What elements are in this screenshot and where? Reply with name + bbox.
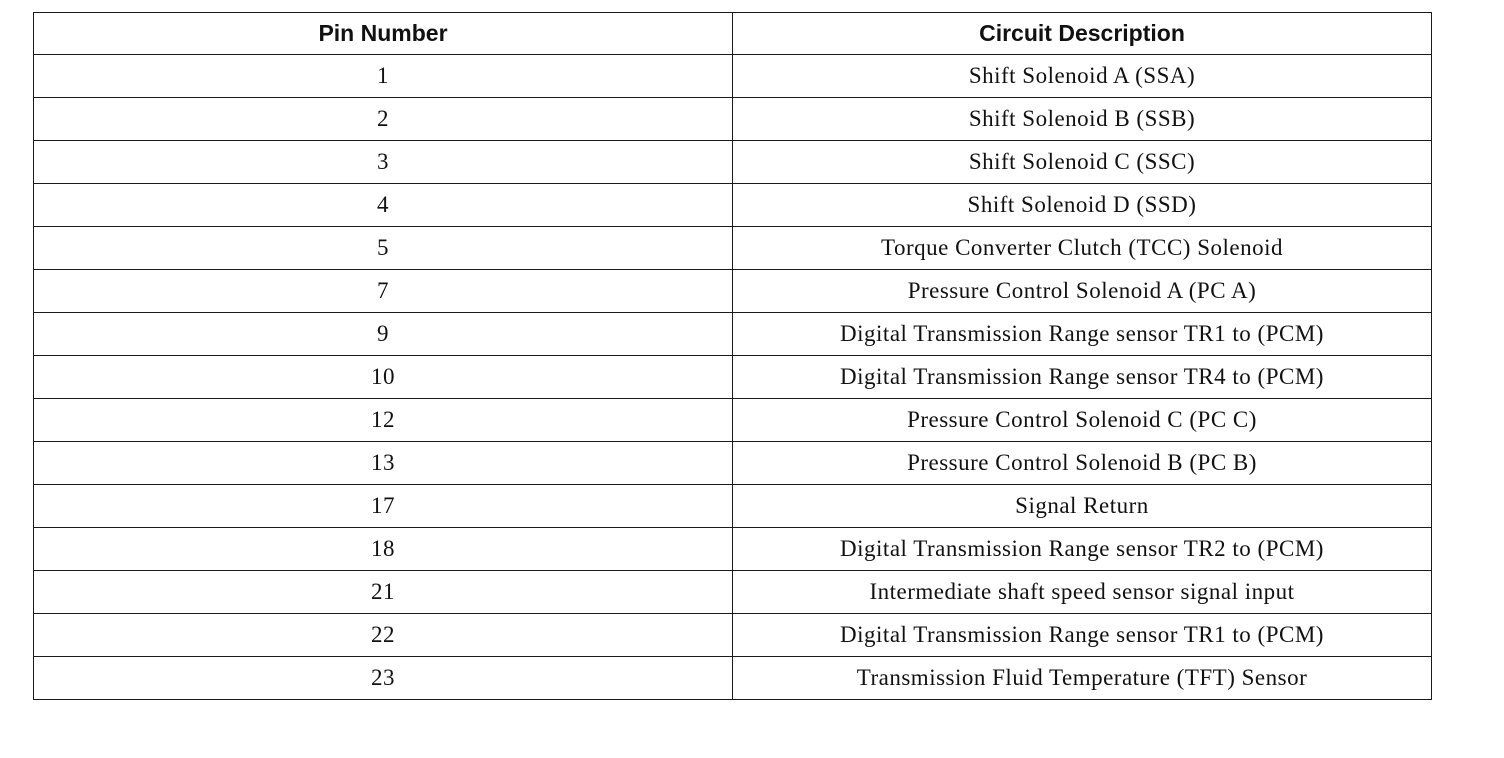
pin-number-cell: 17: [34, 485, 733, 528]
pin-number-cell: 4: [34, 184, 733, 227]
pin-number-cell: 9: [34, 313, 733, 356]
table-row: [34, 227, 1432, 270]
table-row: [34, 528, 1432, 571]
circuit-description-cell: Digital Transmission Range sensor TR1 to (PCM): [733, 614, 1432, 657]
table-row: [34, 485, 1432, 528]
table-row: [34, 98, 1432, 141]
pin-number-cell: 5: [34, 227, 733, 270]
table-row: [34, 184, 1432, 227]
pin-number-cell: 13: [34, 442, 733, 485]
circuit-description-cell: Shift Solenoid C (SSC): [733, 141, 1432, 184]
pin-circuit-table: [33, 12, 1432, 700]
pin-number-cell: 12: [34, 399, 733, 442]
circuit-description-cell: Shift Solenoid D (SSD): [733, 184, 1432, 227]
circuit-description-cell: Torque Converter Clutch (TCC) Solenoid: [733, 227, 1432, 270]
table-row: [34, 356, 1432, 399]
pin-number-cell: 21: [34, 571, 733, 614]
pin-number-cell: 3: [34, 141, 733, 184]
circuit-description-cell: Shift Solenoid A (SSA): [733, 55, 1432, 98]
circuit-description-cell: Pressure Control Solenoid C (PC C): [733, 399, 1432, 442]
pin-number-cell: 23: [34, 657, 733, 700]
circuit-description-header: Circuit Description: [733, 13, 1432, 55]
table-row: [34, 399, 1432, 442]
pin-number-cell: 10: [34, 356, 733, 399]
pin-number-cell: 2: [34, 98, 733, 141]
circuit-description-cell: Digital Transmission Range sensor TR2 to (PCM): [733, 528, 1432, 571]
circuit-description-cell: Intermediate shaft speed sensor signal input: [733, 571, 1432, 614]
table-row: [34, 270, 1432, 313]
pin-number-cell: 7: [34, 270, 733, 313]
pin-number-cell: 22: [34, 614, 733, 657]
pin-number-header: Pin Number: [34, 13, 733, 55]
pin-number-cell: 18: [34, 528, 733, 571]
table-row: [34, 141, 1432, 184]
table-row: [34, 571, 1432, 614]
circuit-description-cell: Digital Transmission Range sensor TR4 to (PCM): [733, 356, 1432, 399]
circuit-description-cell: Pressure Control Solenoid A (PC A): [733, 270, 1432, 313]
table-row: [34, 657, 1432, 700]
header-row: [34, 13, 1432, 55]
circuit-description-cell: Pressure Control Solenoid B (PC B): [733, 442, 1432, 485]
table-row: [34, 442, 1432, 485]
table-row: [34, 313, 1432, 356]
table-row: [34, 614, 1432, 657]
table-row: [34, 55, 1432, 98]
circuit-description-cell: Transmission Fluid Temperature (TFT) Sensor: [733, 657, 1432, 700]
table-body: [34, 55, 1432, 700]
pin-number-cell: 1: [34, 55, 733, 98]
circuit-description-cell: Shift Solenoid B (SSB): [733, 98, 1432, 141]
circuit-description-cell: Digital Transmission Range sensor TR1 to (PCM): [733, 313, 1432, 356]
circuit-description-cell: Signal Return: [733, 485, 1432, 528]
